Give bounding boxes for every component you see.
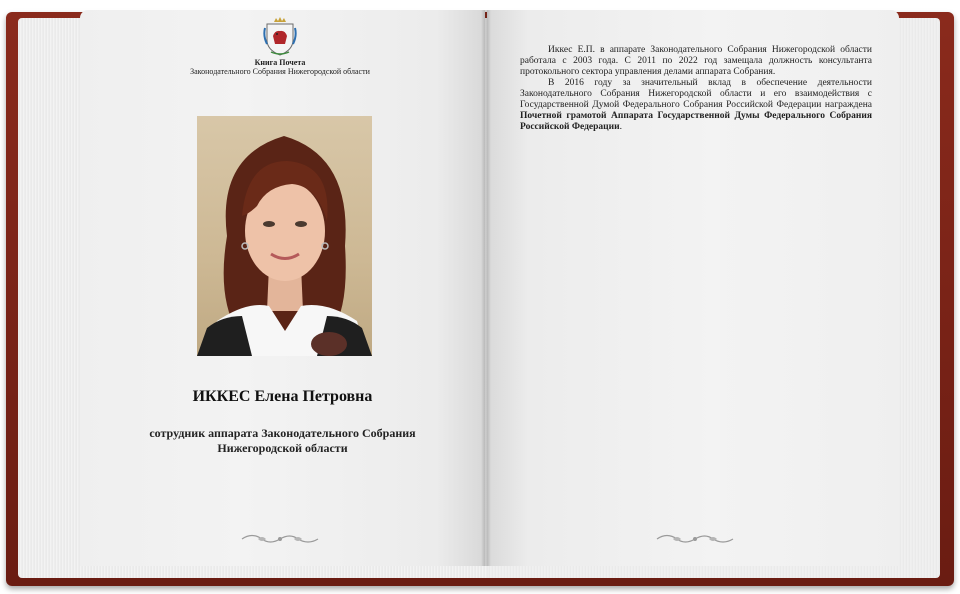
biography-text (520, 45, 872, 133)
bio-paragraph-1: Иккес Е.П. в аппарате Законодательного Собрания Нижегородской области работала с 2003 года. С 2011 по 2022 год замещала должность консультанта протокольного сектора управления делами аппарата Собрания. (520, 45, 872, 77)
ornament-left-icon (240, 530, 320, 548)
book-title-line2: Законодательного Собрания Нижегородской области (190, 67, 370, 76)
ornament-right-icon (655, 530, 735, 548)
book-title (150, 58, 410, 76)
person-role-line2: Нижегородской области (217, 441, 348, 455)
person-role-line1: сотрудник аппарата Законодательного Собрания (149, 426, 416, 440)
bio-paragraph-2 (520, 78, 872, 133)
person-role (110, 426, 455, 456)
bio-paragraph-2-end: . (619, 122, 622, 132)
portrait-photo (197, 116, 372, 356)
person-name: ИККЕС Елена Петровна (192, 388, 373, 405)
bio-paragraph-2-award: Почетной грамотой Аппарата Государственной Думы Федерального Собрания Российской Федерации (520, 111, 872, 132)
coat-of-arms-icon (263, 16, 297, 56)
book-title-line1: Книга Почета (254, 58, 306, 67)
book-spine (481, 10, 491, 566)
bio-paragraph-2-plain: В 2016 году за значительный вклад в обеспечение деятельности Законодательного Собрания Нижегородской области и его взаимодействия с Государственной Думой Федерального Собрания Российской Федерации награждена (520, 78, 872, 110)
